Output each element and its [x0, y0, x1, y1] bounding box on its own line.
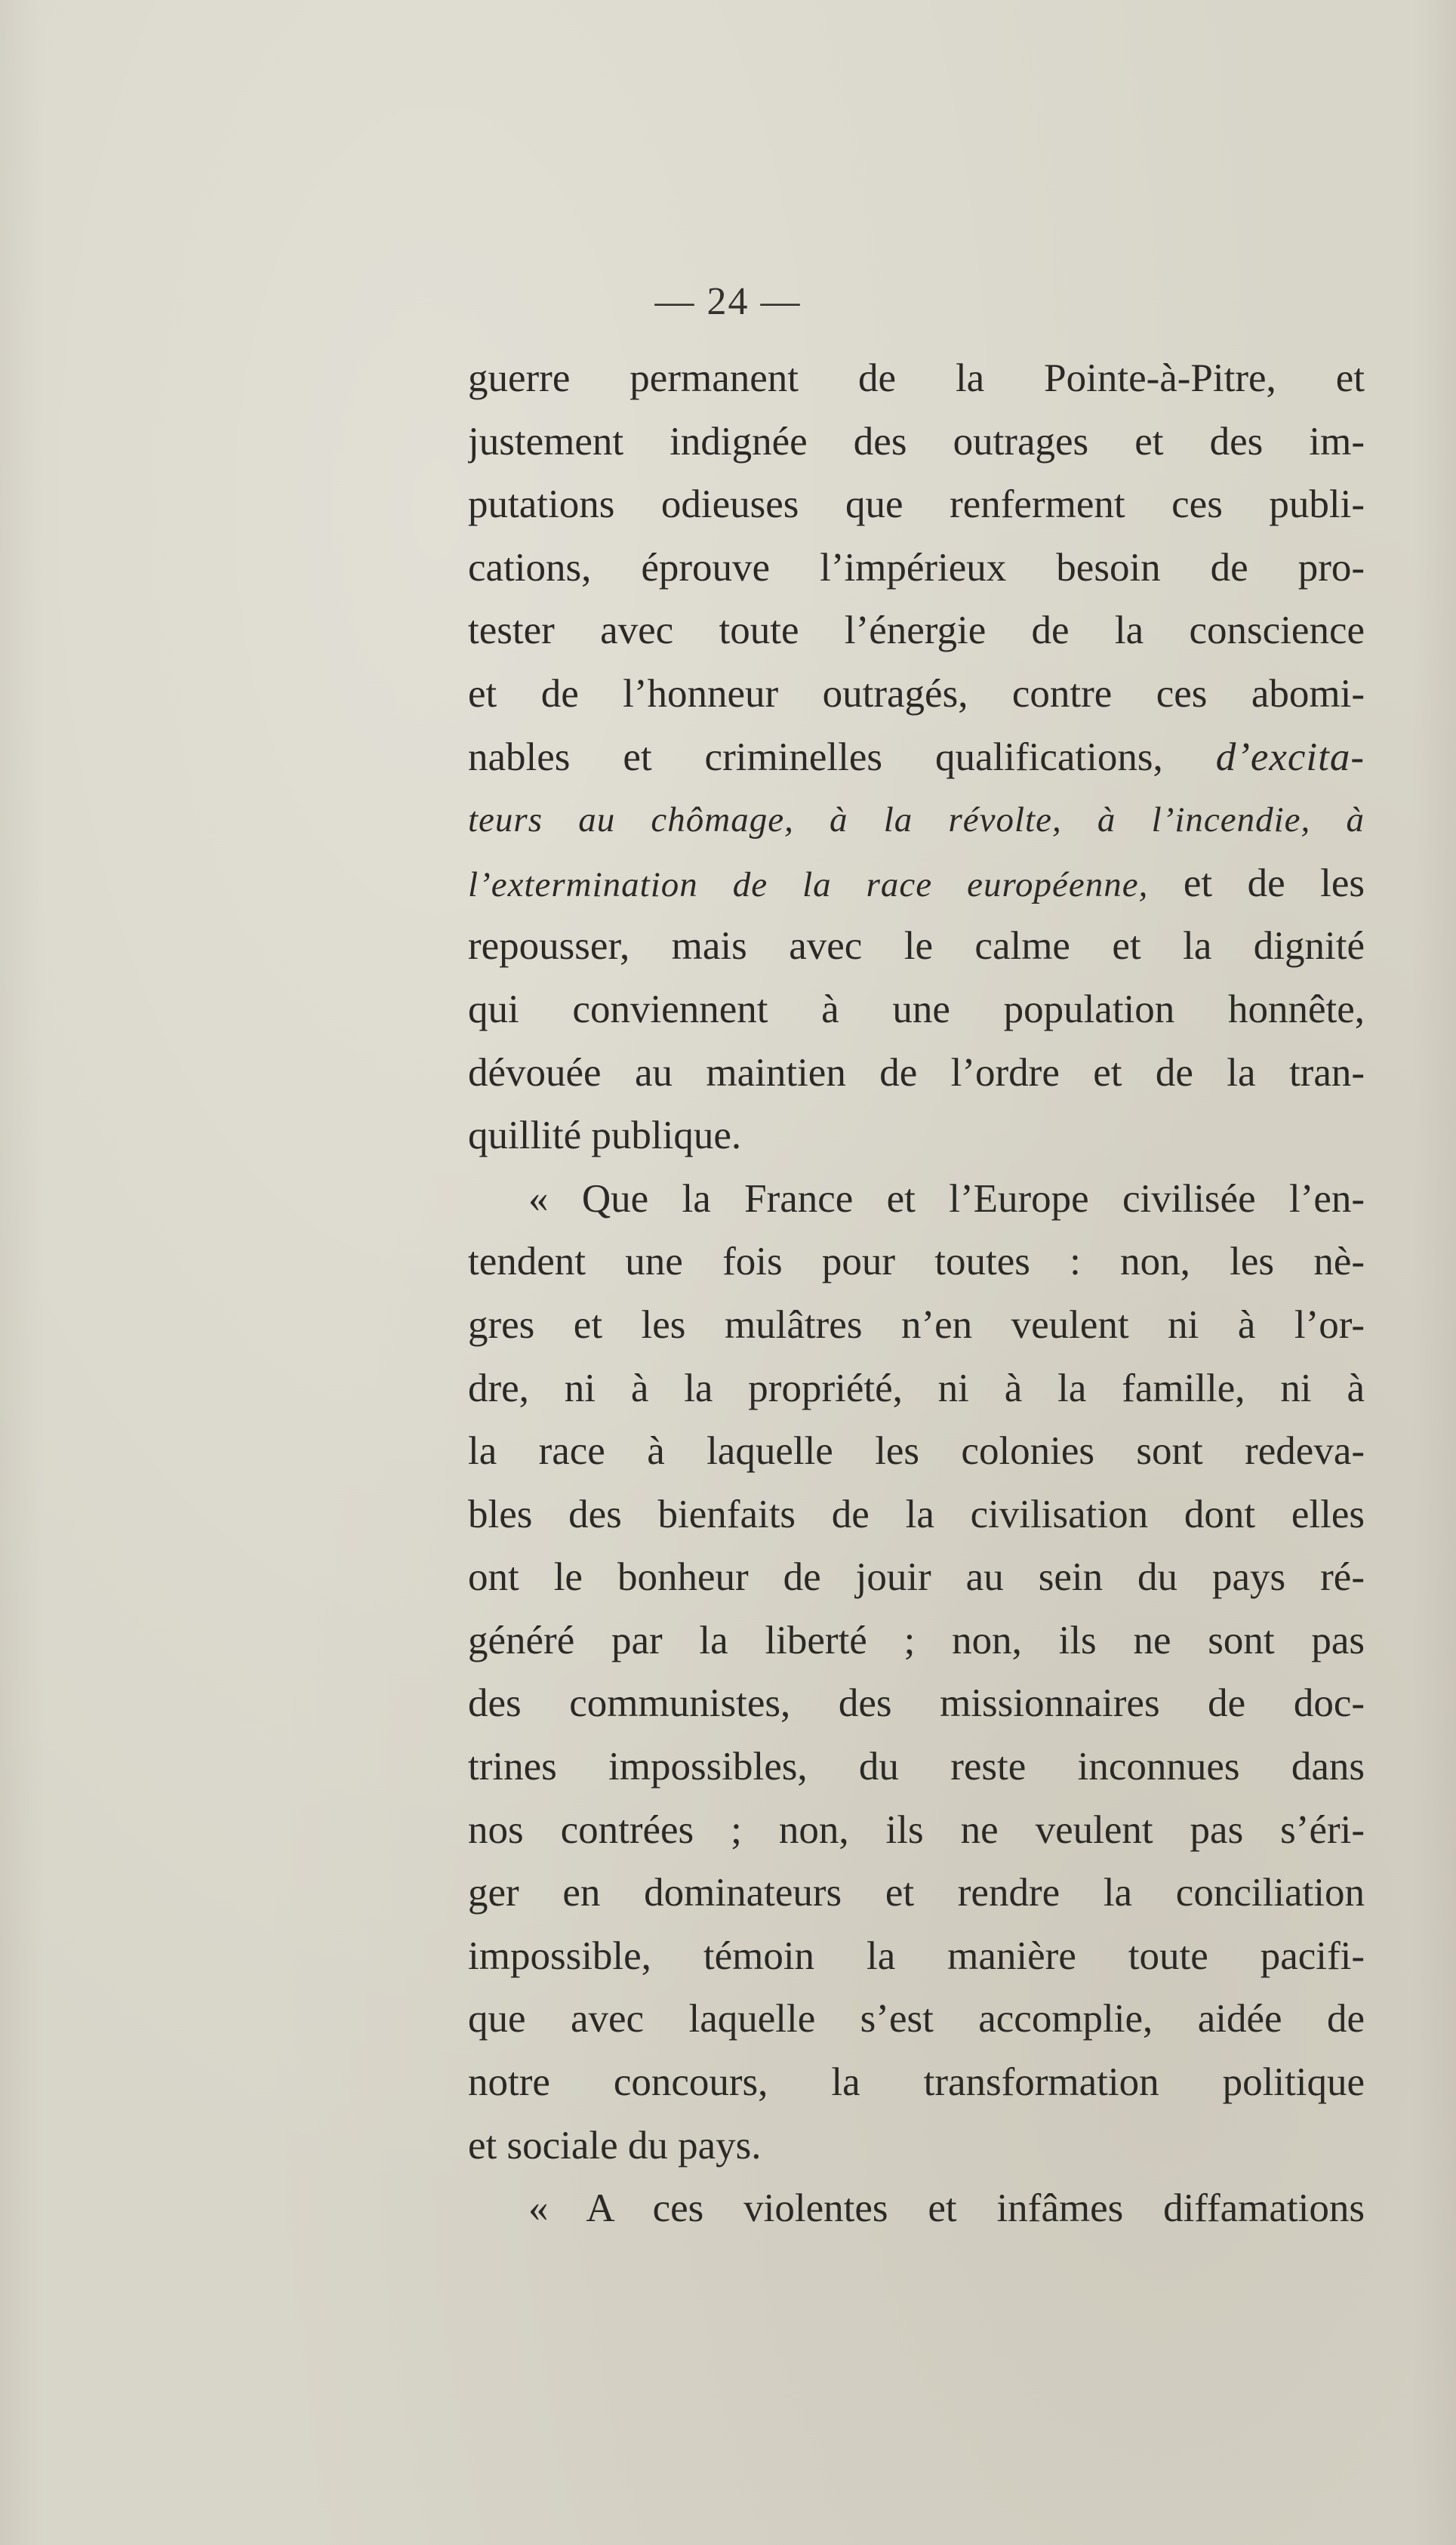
- text-line: ont le bonheur de jouir au sein du pays ré-: [468, 1555, 1365, 1600]
- text-line: cations, éprouve l’impérieux besoin de pro-: [468, 545, 1365, 590]
- text-line: la race à laquelle les colonies sont redeva-: [468, 1429, 1365, 1474]
- text-fragment: et de les: [1183, 861, 1365, 905]
- text-line: repousser, mais avec le calme et la dignité: [468, 924, 1365, 969]
- text-line: quillité publique.: [468, 1114, 742, 1158]
- text-fragment: nables et criminelles qualifications,: [468, 735, 1163, 779]
- text-line: bles des bienfaits de la civilisation dont elles: [468, 1492, 1365, 1536]
- italic-text-line: teurs au chômage, à la révolte, à l’incendie, à: [468, 800, 1365, 840]
- italic-fragment: d’excita-: [1215, 735, 1365, 779]
- text-line: des communistes, des missionnaires de doc-: [468, 1681, 1365, 1726]
- paragraph-start: « Que la France et l’Europe civilisée l’en-: [528, 1176, 1365, 1221]
- text-line: guerre permanent de la Pointe-à-Pitre, et: [468, 356, 1365, 400]
- text-line: qui conviennent à une population honnête,: [468, 987, 1365, 1031]
- page-number: — 24 —: [654, 280, 802, 323]
- text-line: tendent une fois pour toutes : non, les nè-: [468, 1240, 1365, 1284]
- text-line: généré par la liberté ; non, ils ne sont pas: [468, 1618, 1365, 1662]
- italic-fragment: l’extermination de la race européenne,: [468, 864, 1149, 904]
- text-line: trines impossibles, du reste inconnues dans: [468, 1745, 1365, 1789]
- text-line: tester avec toute l’énergie de la conscience: [468, 609, 1365, 653]
- body-text: [468, 347, 1365, 2241]
- paragraph-start: « A ces violentes et infâmes diffamations: [528, 2186, 1365, 2231]
- text-line: impossible, témoin la manière toute pacifi-: [468, 1933, 1365, 1978]
- text-line: [468, 726, 1365, 790]
- text-line: notre concours, la transformation politique: [468, 2060, 1365, 2105]
- text-line: et sociale du pays.: [468, 2123, 762, 2168]
- text-line: que avec laquelle s’est accomplie, aidée de: [468, 1997, 1365, 2041]
- text-line: justement indignée des outrages et des im-: [468, 419, 1365, 464]
- text-line: et de l’honneur outragés, contre ces abomi-: [468, 671, 1365, 716]
- text-line: nos contrées ; non, ils ne veulent pas s’éri-: [468, 1807, 1365, 1852]
- text-line: gres et les mulâtres n’en veulent ni à l’or-: [468, 1302, 1365, 1347]
- text-line: putations odieuses que renferment ces publi-: [468, 482, 1365, 527]
- text-line: dre, ni à la propriété, ni à la famille, ni à: [468, 1366, 1365, 1410]
- text-line: ger en dominateurs et rendre la conciliation: [468, 1871, 1365, 1915]
- text-line: [468, 852, 1365, 916]
- text-line: dévouée au maintien de l’ordre et de la tran-: [468, 1050, 1365, 1095]
